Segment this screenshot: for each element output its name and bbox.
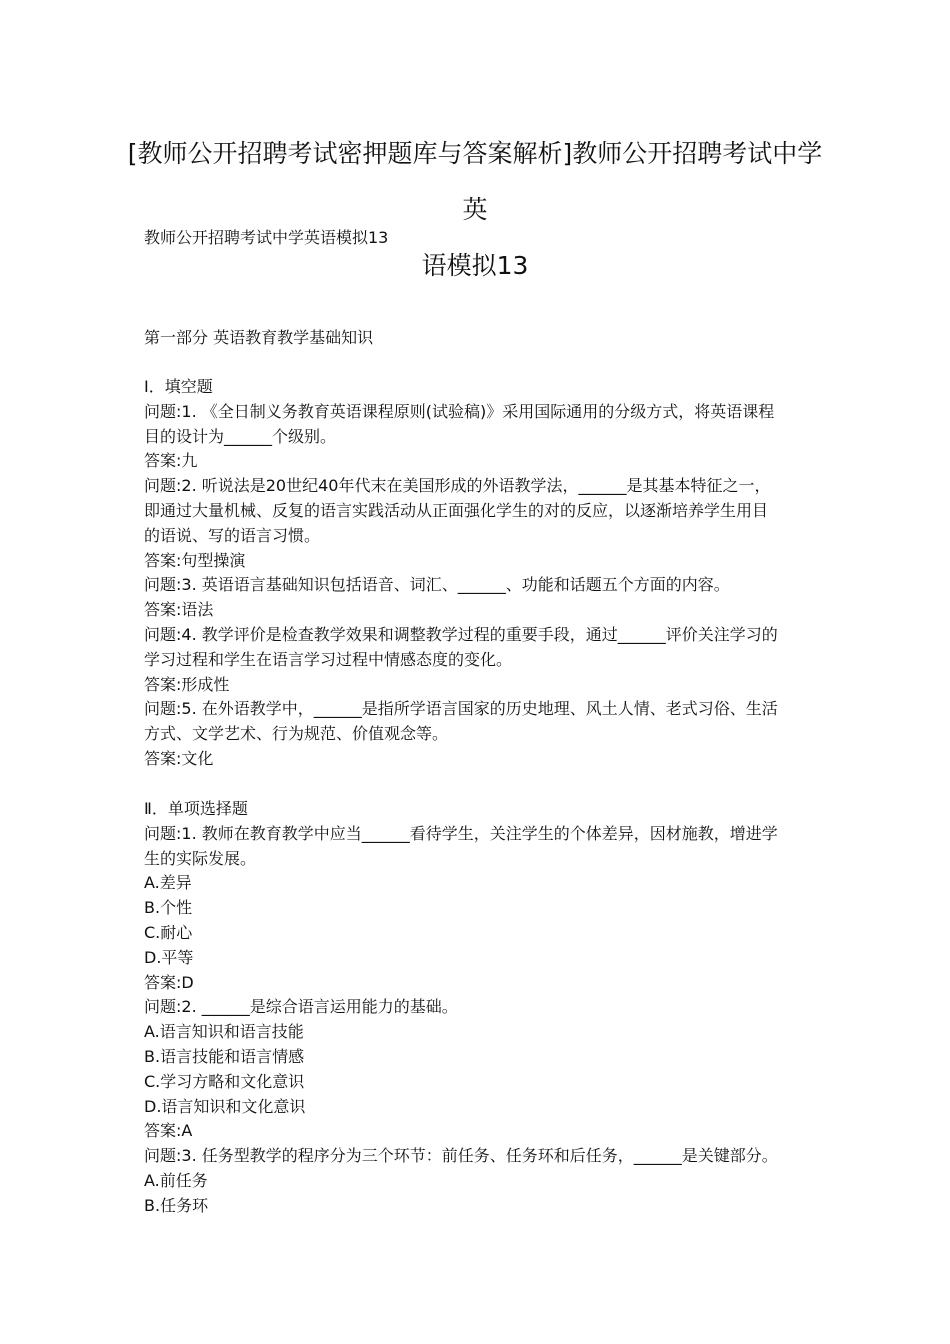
answer-line: 答案:句型操演 [144,550,246,570]
option-line: C.学习方略和文化意识 [144,1071,305,1091]
question-line: 问题:3. 任务型教学的程序分为三个环节：前任务、任务环和后任务，______是关键部分。 [144,1146,778,1166]
answer-line: 答案:形成性 [144,674,230,694]
option-line: D.平等 [144,947,194,967]
option-line: B.任务环 [144,1195,209,1215]
answer-line: 答案:语法 [144,600,214,620]
fill-in-blank-section [144,375,810,772]
question-line: 目的设计为______个级别。 [144,426,337,446]
question-line: 问题:2. ______是综合语言运用能力的基础。 [144,997,458,1017]
option-line: C.耐心 [144,922,193,942]
option-line: A.差异 [144,873,192,893]
option-line: D.语言知识和文化意识 [144,1096,306,1116]
question-line: 学习过程和学生在语言学习过程中情感态度的变化。 [144,649,513,669]
question-line: 生的实际发展。 [144,848,257,868]
section-heading: Ⅰ．填空题 [144,377,213,396]
option-line: B.个性 [144,898,193,918]
question-line: 问题:1. 教师在教育教学中应当______看待学生，关注学生的个体差异，因材施教，增进学 [144,823,778,843]
document-title [120,126,830,294]
answer-line: 答案:文化 [144,748,214,768]
answer-line: 答案:A [144,1121,193,1141]
document-title-line-2: 语模拟13 [421,251,529,280]
part-heading: 第一部分 英语教育教学基础知识 [144,328,374,347]
section-heading: Ⅱ．单项选择题 [144,799,248,818]
question-line: 问题:1. 《全日制义务教育英语课程原则(试验稿)》采用国际通用的分级方式，将英语课程 [144,401,775,421]
option-line: B.语言技能和语言情感 [144,1046,305,1066]
question-line: 问题:2. 听说法是20世纪40年代末在美国形成的外语教学法，______是其基本特征之一， [144,476,771,496]
question-line: 即通过大量机械、反复的语言实践活动从正面强化学生的对的反应，以逐渐培养学生用目 [144,500,769,520]
question-line: 的语说、写的语言习惯。 [144,525,321,545]
option-line: A.语言知识和语言技能 [144,1022,304,1042]
multiple-choice-section [144,797,810,1219]
question-line: 问题:3. 英语语言基础知识包括语音、词汇、______、功能和话题五个方面的内容。 [144,575,730,595]
document-title-line-1: [教师公开招聘考试密押题库与答案解析]教师公开招聘考试中学英 [127,139,823,224]
option-line: A.前任务 [144,1170,208,1190]
answer-line: 答案:九 [144,451,198,471]
question-line: 方式、文学艺术、行为规范、价值观念等。 [144,724,449,744]
document-subtitle: 教师公开招聘考试中学英语模拟13 [144,228,389,247]
answer-line: 答案:D [144,972,194,992]
question-line: 问题:5. 在外语教学中，______是指所学语言国家的历史地理、风土人情、老式习俗、生活 [144,699,778,719]
question-line: 问题:4. 教学评价是检查教学效果和调整教学过程的重要手段，通过______评价关注学习的 [144,624,778,644]
